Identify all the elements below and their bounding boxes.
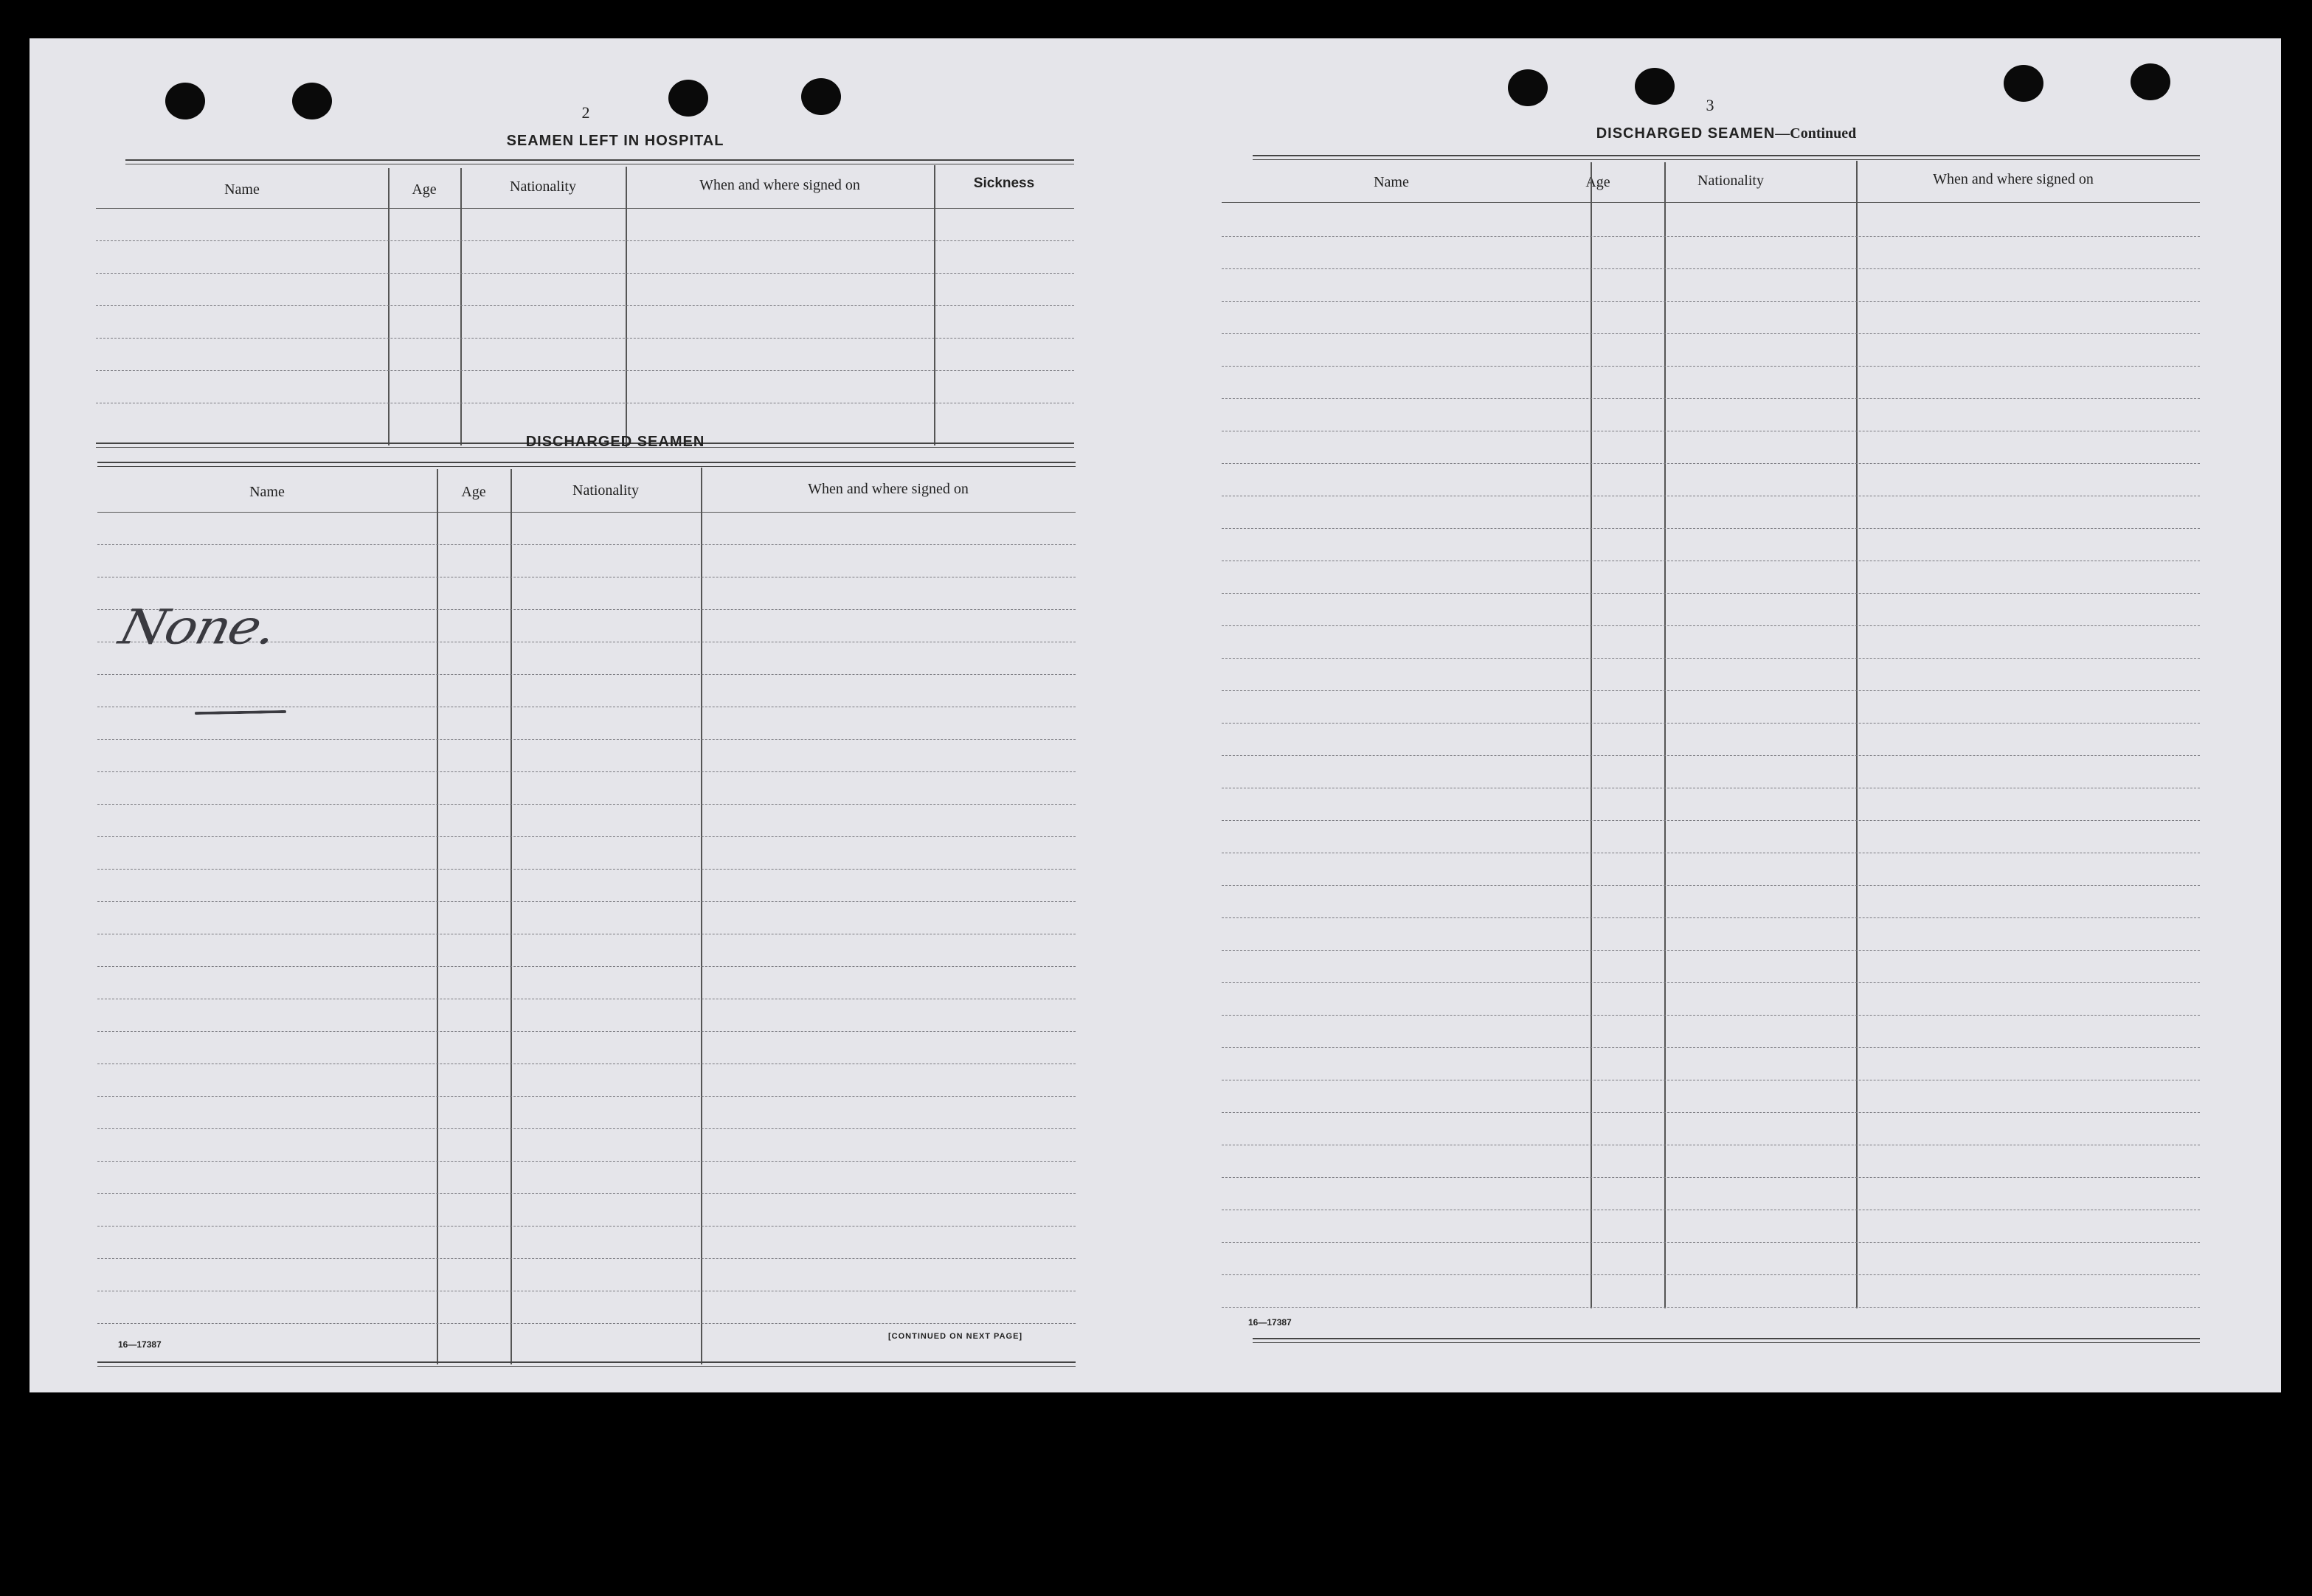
row-rule [97,966,1076,967]
row-rule [1222,625,2200,626]
row-rule [97,1096,1076,1097]
row-rule [97,1161,1076,1162]
row-rule [1222,333,2200,334]
punch-hole [292,83,332,119]
row-rule [1222,1242,2200,1243]
row-rule [97,739,1076,740]
column-divider [510,469,512,1364]
hospital-section-title: SEAMEN LEFT IN HOSPITAL [506,133,724,149]
row-rule [97,901,1076,902]
punch-hole [1635,68,1675,105]
discharged-table-left [97,462,1076,1370]
row-rule [1222,885,2200,886]
punch-hole [165,83,205,119]
row-rule [1222,528,2200,529]
continued-note: [CONTINUED ON NEXT PAGE] [888,1332,1023,1341]
right-section-title-main: DISCHARGED SEAMEN [1596,125,1776,142]
punch-hole [801,78,841,115]
row-rule [1222,366,2200,367]
handwritten-entry: None. [114,599,282,655]
row-rule [97,1323,1076,1324]
column-header-nationality: Nationality [510,178,576,195]
row-rule [1222,658,2200,659]
document-paper [30,38,2281,1392]
row-rule [1222,723,2200,724]
discharged-table-right [1222,155,2200,1351]
column-header-signed-on: When and where signed on [808,481,969,497]
column-header-age: Age [461,484,486,500]
column-header-name: Name [249,484,285,500]
row-rule [1222,820,2200,821]
column-header-age: Age [412,181,437,198]
row-rule [97,1128,1076,1129]
row-rule [1222,982,2200,983]
column-header-name: Name [1374,174,1409,190]
column-divider [701,468,702,1364]
hospital-table [96,159,1074,453]
row-rule [1222,1112,2200,1113]
header-divider [97,512,1076,513]
row-rule [1222,1015,2200,1016]
row-rule [96,338,1074,339]
table-top-rule [97,462,1076,467]
page-number-right: 3 [1706,96,1714,114]
row-rule [97,1258,1076,1259]
row-rule [1222,1274,2200,1275]
discharged-section-title: DISCHARGED SEAMEN [525,434,705,450]
row-rule [1222,1307,2200,1308]
row-rule [1222,268,2200,269]
table-bottom-rule [1253,1338,2200,1343]
row-rule [1222,593,2200,594]
row-rule [96,305,1074,306]
table-bottom-rule [97,1361,1076,1367]
row-rule [97,771,1076,772]
row-rule [1222,1177,2200,1178]
row-rule [96,273,1074,274]
form-number-right: 16—17387 [1248,1317,1292,1328]
table-top-rule [125,159,1074,164]
punch-hole [2131,63,2170,100]
column-divider [1664,162,1666,1308]
column-header-sickness: Sickness [973,176,1035,191]
column-header-age: Age [1585,174,1610,190]
row-rule [1222,755,2200,756]
row-rule [97,1226,1076,1227]
row-rule [1222,398,2200,399]
column-divider [437,469,438,1364]
column-header-signed-on: When and where signed on [699,177,860,193]
row-rule [96,370,1074,371]
row-rule [1222,301,2200,302]
row-rule [97,1031,1076,1032]
column-header-nationality: Nationality [572,482,639,499]
row-rule [96,240,1074,241]
row-rule [1222,1047,2200,1048]
punch-hole [1508,69,1548,106]
row-rule [1222,917,2200,918]
header-divider [96,208,1074,209]
row-rule [97,869,1076,870]
right-section-title-suffix: —Continued [1775,125,1857,142]
column-divider [626,167,627,447]
row-rule [97,836,1076,837]
row-rule [1222,690,2200,691]
row-rule [1222,950,2200,951]
header-divider [1222,202,2200,203]
row-rule [97,804,1076,805]
page-number-left: 2 [581,103,590,122]
punch-hole [2004,65,2043,102]
table-top-rule [1253,155,2200,160]
column-divider [1591,162,1592,1308]
right-section-title [1387,125,2066,142]
form-number-left: 16—17387 [118,1339,162,1350]
column-divider [460,168,462,445]
row-rule [97,1193,1076,1194]
row-rule [97,544,1076,545]
column-divider [388,168,390,445]
column-header-signed-on: When and where signed on [1933,171,2094,187]
column-header-name: Name [224,181,260,198]
row-rule [97,674,1076,675]
punch-hole [668,80,708,117]
row-rule [1222,463,2200,464]
row-rule [1222,236,2200,237]
column-header-nationality: Nationality [1697,173,1764,189]
